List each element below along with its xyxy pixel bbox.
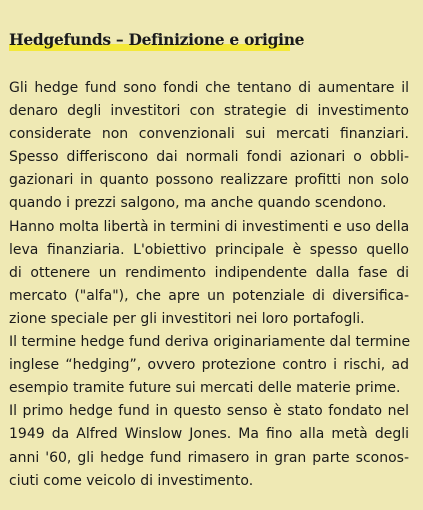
text-line: Il primo hedge fund in questo senso è stato fondato nel [9,403,409,420]
text-line: gazionari in quanto possono realizzare profitti non solo [9,172,409,189]
text-line: Il termine hedge fund deriva originariamente dal termine [9,334,411,351]
page-title: Hedgefunds – Definizione e origine [9,30,305,49]
text-line: denaro degli investitori con strategie di investimento [9,103,409,120]
text-line: quando i prezzi salgono, ma anche quando scendono. [9,195,387,212]
text-line: ciuti come veicolo di investimento. [9,472,254,489]
text-line: Hanno molta libertà in termini di investimenti e uso della [9,218,410,235]
text-line: inglese “hedging”, ovvero protezione contro i rischi, ad [9,357,409,374]
text-line: anni '60, gli hedge fund rimasero in gran parte sconos- [9,449,409,466]
text-line: zione speciale per gli investitori nei loro portafogli. [9,310,365,327]
text-line: mercato ("alfa"), che apre un potenziale di diversifica- [9,287,409,304]
text-line: Spesso differiscono dai normali fondi azionari o obbli- [9,149,409,166]
text-line: considerate non convenzionali sui mercati finanziari. [9,126,409,143]
text-line: leva finanziaria. L'obiettivo principale è spesso quello [9,241,409,258]
text-line: di ottenere un rendimento indipendente dalla fase di [9,264,409,281]
text-line: 1949 da Alfred Winslow Jones. Ma fino alla metà degli [9,426,409,443]
article-body [9,77,409,493]
text-line: esempio tramite future sui mercati delle materie prime. [9,380,401,397]
text-line: Gli hedge fund sono fondi che tentano di aumentare il [9,80,409,96]
